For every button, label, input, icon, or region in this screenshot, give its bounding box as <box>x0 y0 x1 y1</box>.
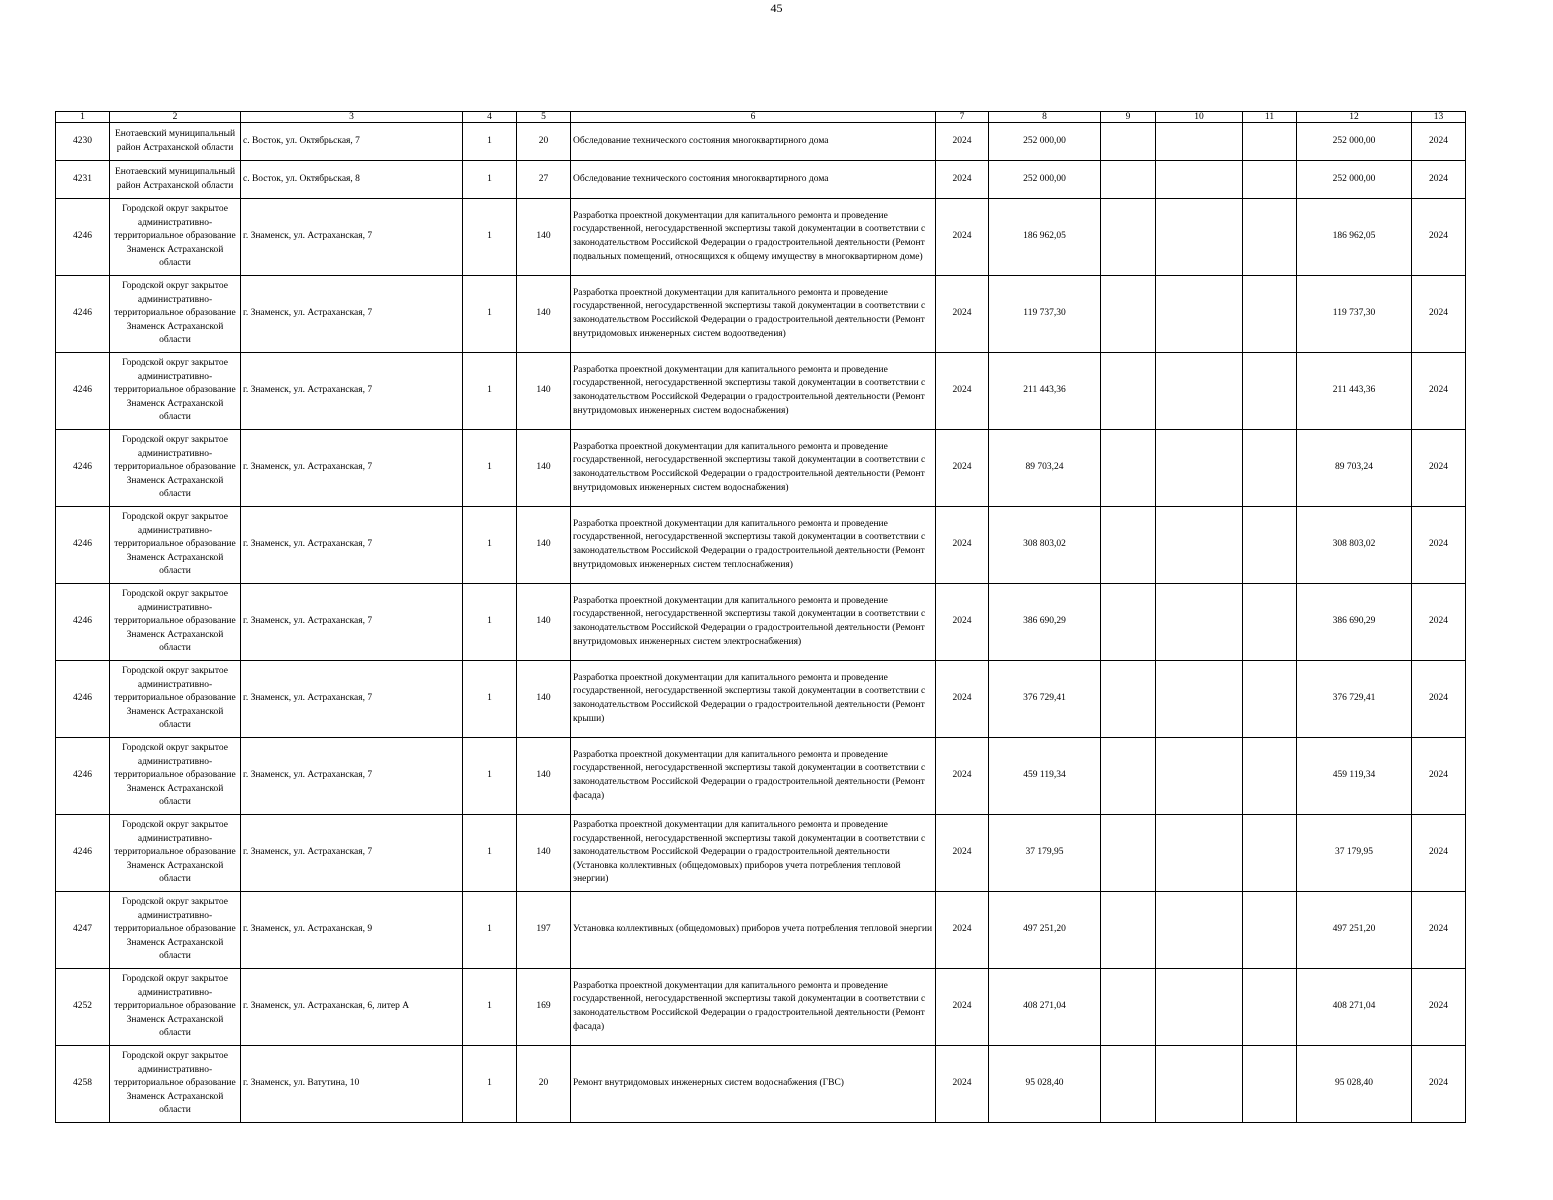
cell-municipality: Городской округ закрытое административно-территориальное образование Знаменск Астраханской области <box>110 815 241 892</box>
cell-col10 <box>1156 969 1243 1046</box>
cell-col9 <box>1101 123 1156 161</box>
cell-work-type: Разработка проектной документации для капитального ремонта и проведение государственной, негосударственной экспертизы такой документации в соответствии с законодательством Российской Федерации о градостроительной деятельности (Ремонт внутридомовых инженерных систем водоснабжения) <box>571 353 936 430</box>
column-header: 7 <box>936 112 989 123</box>
cell-total: 408 271,04 <box>1297 969 1412 1046</box>
cell-year: 2024 <box>936 199 989 276</box>
column-number-row <box>56 112 1466 123</box>
cell-year: 2024 <box>936 430 989 507</box>
cell-number: 4246 <box>56 276 110 353</box>
cell-number: 4252 <box>56 969 110 1046</box>
cell-col9 <box>1101 199 1156 276</box>
table-row <box>56 353 1466 430</box>
cell-col10 <box>1156 276 1243 353</box>
cell-col10 <box>1156 892 1243 969</box>
cell-year: 2024 <box>936 353 989 430</box>
table-row <box>56 430 1466 507</box>
cell-cost: 386 690,29 <box>989 584 1101 661</box>
cell-total: 89 703,24 <box>1297 430 1412 507</box>
cell-address: г. Знаменск, ул. Астраханская, 7 <box>241 430 463 507</box>
cell-number: 4246 <box>56 199 110 276</box>
cell-col9 <box>1101 661 1156 738</box>
cell-col11 <box>1243 969 1297 1046</box>
cell-address: г. Знаменск, ул. Астраханская, 7 <box>241 507 463 584</box>
cell-col10 <box>1156 430 1243 507</box>
cell-year: 2024 <box>936 123 989 161</box>
cell-address: с. Восток, ул. Октябрьская, 8 <box>241 161 463 199</box>
cell-col9 <box>1101 353 1156 430</box>
cell-col11 <box>1243 661 1297 738</box>
cell-area: 20 <box>517 123 571 161</box>
cell-cost: 211 443,36 <box>989 353 1101 430</box>
cell-cost: 37 179,95 <box>989 815 1101 892</box>
cell-col11 <box>1243 199 1297 276</box>
cell-count: 1 <box>463 161 517 199</box>
cell-area: 140 <box>517 507 571 584</box>
cell-total: 95 028,40 <box>1297 1046 1412 1123</box>
cell-end-year: 2024 <box>1412 892 1466 969</box>
cell-end-year: 2024 <box>1412 969 1466 1046</box>
cell-total: 497 251,20 <box>1297 892 1412 969</box>
table-row <box>56 123 1466 161</box>
cell-address: г. Знаменск, ул. Астраханская, 7 <box>241 584 463 661</box>
column-header: 2 <box>110 112 241 123</box>
cell-municipality: Городской округ закрытое административно-территориальное образование Знаменск Астраханской области <box>110 892 241 969</box>
cell-municipality: Городской округ закрытое административно-территориальное образование Знаменск Астраханской области <box>110 969 241 1046</box>
cell-total: 376 729,41 <box>1297 661 1412 738</box>
cell-end-year: 2024 <box>1412 353 1466 430</box>
cell-count: 1 <box>463 1046 517 1123</box>
cell-municipality: Енотаевский муниципальный район Астраханской области <box>110 161 241 199</box>
table-row <box>56 199 1466 276</box>
cell-year: 2024 <box>936 276 989 353</box>
cell-count: 1 <box>463 123 517 161</box>
cell-total: 37 179,95 <box>1297 815 1412 892</box>
cell-count: 1 <box>463 507 517 584</box>
cell-number: 4246 <box>56 353 110 430</box>
cell-number: 4246 <box>56 507 110 584</box>
cell-year: 2024 <box>936 507 989 584</box>
table-row <box>56 507 1466 584</box>
cell-address: г. Знаменск, ул. Астраханская, 7 <box>241 353 463 430</box>
cell-number: 4246 <box>56 661 110 738</box>
table-body <box>56 123 1466 1123</box>
column-header: 6 <box>571 112 936 123</box>
cell-address: г. Знаменск, ул. Астраханская, 7 <box>241 661 463 738</box>
cell-col10 <box>1156 1046 1243 1123</box>
cell-col9 <box>1101 738 1156 815</box>
cell-count: 1 <box>463 276 517 353</box>
column-header: 11 <box>1243 112 1297 123</box>
cell-municipality: Городской округ закрытое административно-территориальное образование Знаменск Астраханской области <box>110 738 241 815</box>
cell-col11 <box>1243 738 1297 815</box>
cell-total: 386 690,29 <box>1297 584 1412 661</box>
column-header: 5 <box>517 112 571 123</box>
cell-col10 <box>1156 584 1243 661</box>
cell-municipality: Городской округ закрытое административно-территориальное образование Знаменск Астраханской области <box>110 353 241 430</box>
cell-col9 <box>1101 161 1156 199</box>
cell-col10 <box>1156 353 1243 430</box>
cell-work-type: Разработка проектной документации для капитального ремонта и проведение государственной, негосударственной экспертизы такой документации в соответствии с законодательством Российской Федерации о градостроительной деятельности (Ремонт фасада) <box>571 969 936 1046</box>
cell-cost: 119 737,30 <box>989 276 1101 353</box>
cell-total: 459 119,34 <box>1297 738 1412 815</box>
cell-year: 2024 <box>936 738 989 815</box>
cell-col11 <box>1243 892 1297 969</box>
cell-col11 <box>1243 276 1297 353</box>
cell-cost: 95 028,40 <box>989 1046 1101 1123</box>
cell-area: 140 <box>517 815 571 892</box>
page-number: 45 <box>770 1 783 15</box>
cell-year: 2024 <box>936 161 989 199</box>
column-header: 9 <box>1101 112 1156 123</box>
table-row <box>56 1046 1466 1123</box>
cell-area: 140 <box>517 738 571 815</box>
cell-count: 1 <box>463 969 517 1046</box>
cell-area: 140 <box>517 430 571 507</box>
cell-number: 4230 <box>56 123 110 161</box>
cell-number: 4246 <box>56 738 110 815</box>
column-header: 12 <box>1297 112 1412 123</box>
column-header: 4 <box>463 112 517 123</box>
cell-col10 <box>1156 738 1243 815</box>
cell-work-type: Разработка проектной документации для капитального ремонта и проведение государственной, негосударственной экспертизы такой документации в соответствии с законодательством Российской Федерации о градостроительной деятельности (Ремонт крыши) <box>571 661 936 738</box>
cell-end-year: 2024 <box>1412 199 1466 276</box>
cell-area: 169 <box>517 969 571 1046</box>
cell-count: 1 <box>463 430 517 507</box>
cell-end-year: 2024 <box>1412 815 1466 892</box>
cell-col11 <box>1243 161 1297 199</box>
cell-area: 140 <box>517 353 571 430</box>
cell-address: г. Знаменск, ул. Астраханская, 7 <box>241 815 463 892</box>
cell-cost: 89 703,24 <box>989 430 1101 507</box>
cell-municipality: Городской округ закрытое административно-территориальное образование Знаменск Астраханской области <box>110 199 241 276</box>
cell-work-type: Разработка проектной документации для капитального ремонта и проведение государственной, негосударственной экспертизы такой документации в соответствии с законодательством Российской Федерации о градостроительной деятельности (Ремонт внутридомовых инженерных систем водоотведения) <box>571 276 936 353</box>
cell-col11 <box>1243 584 1297 661</box>
column-header: 8 <box>989 112 1101 123</box>
cell-address: г. Знаменск, ул. Астраханская, 6, литер А <box>241 969 463 1046</box>
cell-number: 4247 <box>56 892 110 969</box>
cell-total: 308 803,02 <box>1297 507 1412 584</box>
cell-work-type: Разработка проектной документации для капитального ремонта и проведение государственной, негосударственной экспертизы такой документации в соответствии с законодательством Российской Федерации о градостроительной деятельности (Ремонт внутридомовых инженерных систем теплоснабжения) <box>571 507 936 584</box>
cell-col11 <box>1243 815 1297 892</box>
table-row <box>56 969 1466 1046</box>
cell-cost: 459 119,34 <box>989 738 1101 815</box>
cell-year: 2024 <box>936 1046 989 1123</box>
cell-total: 119 737,30 <box>1297 276 1412 353</box>
cell-municipality: Енотаевский муниципальный район Астраханской области <box>110 123 241 161</box>
cell-municipality: Городской округ закрытое административно-территориальное образование Знаменск Астраханской области <box>110 276 241 353</box>
cell-address: г. Знаменск, ул. Астраханская, 7 <box>241 199 463 276</box>
cell-total: 252 000,00 <box>1297 161 1412 199</box>
cell-end-year: 2024 <box>1412 276 1466 353</box>
cell-work-type: Ремонт внутридомовых инженерных систем водоснабжения (ГВС) <box>571 1046 936 1123</box>
cell-number: 4246 <box>56 430 110 507</box>
cell-col11 <box>1243 1046 1297 1123</box>
cell-cost: 408 271,04 <box>989 969 1101 1046</box>
cell-end-year: 2024 <box>1412 430 1466 507</box>
cell-area: 27 <box>517 161 571 199</box>
cell-end-year: 2024 <box>1412 1046 1466 1123</box>
cell-count: 1 <box>463 353 517 430</box>
cell-year: 2024 <box>936 661 989 738</box>
cell-work-type: Обследование технического состояния многоквартирного дома <box>571 161 936 199</box>
cell-municipality: Городской округ закрытое административно-территориальное образование Знаменск Астраханской области <box>110 584 241 661</box>
cell-number: 4231 <box>56 161 110 199</box>
cell-area: 197 <box>517 892 571 969</box>
cell-work-type: Разработка проектной документации для капитального ремонта и проведение государственной, негосударственной экспертизы такой документации в соответствии с законодательством Российской Федерации о градостроительной деятельности (Ремонт фасада) <box>571 738 936 815</box>
cell-end-year: 2024 <box>1412 507 1466 584</box>
table-row <box>56 584 1466 661</box>
table-row <box>56 161 1466 199</box>
cell-col10 <box>1156 161 1243 199</box>
cell-number: 4258 <box>56 1046 110 1123</box>
cell-total: 211 443,36 <box>1297 353 1412 430</box>
cell-municipality: Городской округ закрытое административно-территориальное образование Знаменск Астраханской области <box>110 430 241 507</box>
cell-col9 <box>1101 892 1156 969</box>
cell-count: 1 <box>463 815 517 892</box>
cell-address: с. Восток, ул. Октябрьская, 7 <box>241 123 463 161</box>
cell-cost: 186 962,05 <box>989 199 1101 276</box>
table-row <box>56 738 1466 815</box>
cell-count: 1 <box>463 738 517 815</box>
cell-col10 <box>1156 123 1243 161</box>
cell-cost: 376 729,41 <box>989 661 1101 738</box>
column-header: 13 <box>1412 112 1466 123</box>
table-row <box>56 661 1466 738</box>
cell-col11 <box>1243 507 1297 584</box>
cell-cost: 308 803,02 <box>989 507 1101 584</box>
cell-col11 <box>1243 353 1297 430</box>
cell-col11 <box>1243 123 1297 161</box>
cell-area: 20 <box>517 1046 571 1123</box>
cell-municipality: Городской округ закрытое административно-территориальное образование Знаменск Астраханской области <box>110 1046 241 1123</box>
cell-area: 140 <box>517 584 571 661</box>
column-header: 3 <box>241 112 463 123</box>
cell-col9 <box>1101 507 1156 584</box>
cell-col9 <box>1101 1046 1156 1123</box>
table-row <box>56 276 1466 353</box>
cell-number: 4246 <box>56 584 110 661</box>
cell-address: г. Знаменск, ул. Астраханская, 7 <box>241 276 463 353</box>
cell-col10 <box>1156 507 1243 584</box>
cell-col9 <box>1101 430 1156 507</box>
cell-municipality: Городской округ закрытое административно-территориальное образование Знаменск Астраханской области <box>110 661 241 738</box>
column-header: 10 <box>1156 112 1243 123</box>
cell-col10 <box>1156 661 1243 738</box>
cell-col9 <box>1101 815 1156 892</box>
cell-end-year: 2024 <box>1412 738 1466 815</box>
cell-col11 <box>1243 430 1297 507</box>
cell-year: 2024 <box>936 815 989 892</box>
cell-work-type: Разработка проектной документации для капитального ремонта и проведение государственной, негосударственной экспертизы такой документации в соответствии с законодательством Российской Федерации о градостроительной деятельности (Ремонт внутридомовых инженерных систем водоснабжения) <box>571 430 936 507</box>
column-header: 1 <box>56 112 110 123</box>
table-row <box>56 815 1466 892</box>
cell-work-type: Обследование технического состояния многоквартирного дома <box>571 123 936 161</box>
cell-cost: 252 000,00 <box>989 123 1101 161</box>
cell-end-year: 2024 <box>1412 584 1466 661</box>
cell-address: г. Знаменск, ул. Астраханская, 9 <box>241 892 463 969</box>
cell-total: 186 962,05 <box>1297 199 1412 276</box>
cell-work-type: Разработка проектной документации для капитального ремонта и проведение государственной, негосударственной экспертизы такой документации в соответствии с законодательством Российской Федерации о градостроительной деятельности (Ремонт внутридомовых инженерных систем электроснабжения) <box>571 584 936 661</box>
cell-work-type: Разработка проектной документации для капитального ремонта и проведение государственной, негосударственной экспертизы такой документации в соответствии с законодательством Российской Федерации о градостроительной деятельности (Ремонт подвальных помещений, относящихся к общему имуществу в многоквартирном доме) <box>571 199 936 276</box>
cell-end-year: 2024 <box>1412 123 1466 161</box>
cell-municipality: Городской округ закрытое административно-территориальное образование Знаменск Астраханской области <box>110 507 241 584</box>
cell-count: 1 <box>463 584 517 661</box>
cell-area: 140 <box>517 276 571 353</box>
cell-cost: 497 251,20 <box>989 892 1101 969</box>
cell-col9 <box>1101 276 1156 353</box>
cell-count: 1 <box>463 199 517 276</box>
cell-year: 2024 <box>936 584 989 661</box>
cell-work-type: Разработка проектной документации для капитального ремонта и проведение государственной, негосударственной экспертизы такой документации в соответствии с законодательством Российской Федерации о градостроительной деятельности (Установка коллективных (общедомовых) приборов учета потребления тепловой энергии) <box>571 815 936 892</box>
cell-address: г. Знаменск, ул. Астраханская, 7 <box>241 738 463 815</box>
cell-work-type: Установка коллективных (общедомовых) приборов учета потребления тепловой энергии <box>571 892 936 969</box>
cell-count: 1 <box>463 892 517 969</box>
cell-end-year: 2024 <box>1412 661 1466 738</box>
capital-repair-table <box>55 111 1466 1123</box>
cell-end-year: 2024 <box>1412 161 1466 199</box>
cell-area: 140 <box>517 661 571 738</box>
cell-col10 <box>1156 199 1243 276</box>
cell-col9 <box>1101 969 1156 1046</box>
cell-number: 4246 <box>56 815 110 892</box>
cell-count: 1 <box>463 661 517 738</box>
cell-year: 2024 <box>936 969 989 1046</box>
cell-col10 <box>1156 815 1243 892</box>
cell-total: 252 000,00 <box>1297 123 1412 161</box>
cell-year: 2024 <box>936 892 989 969</box>
cell-col9 <box>1101 584 1156 661</box>
table-row <box>56 892 1466 969</box>
cell-address: г. Знаменск, ул. Ватутина, 10 <box>241 1046 463 1123</box>
cell-cost: 252 000,00 <box>989 161 1101 199</box>
cell-area: 140 <box>517 199 571 276</box>
